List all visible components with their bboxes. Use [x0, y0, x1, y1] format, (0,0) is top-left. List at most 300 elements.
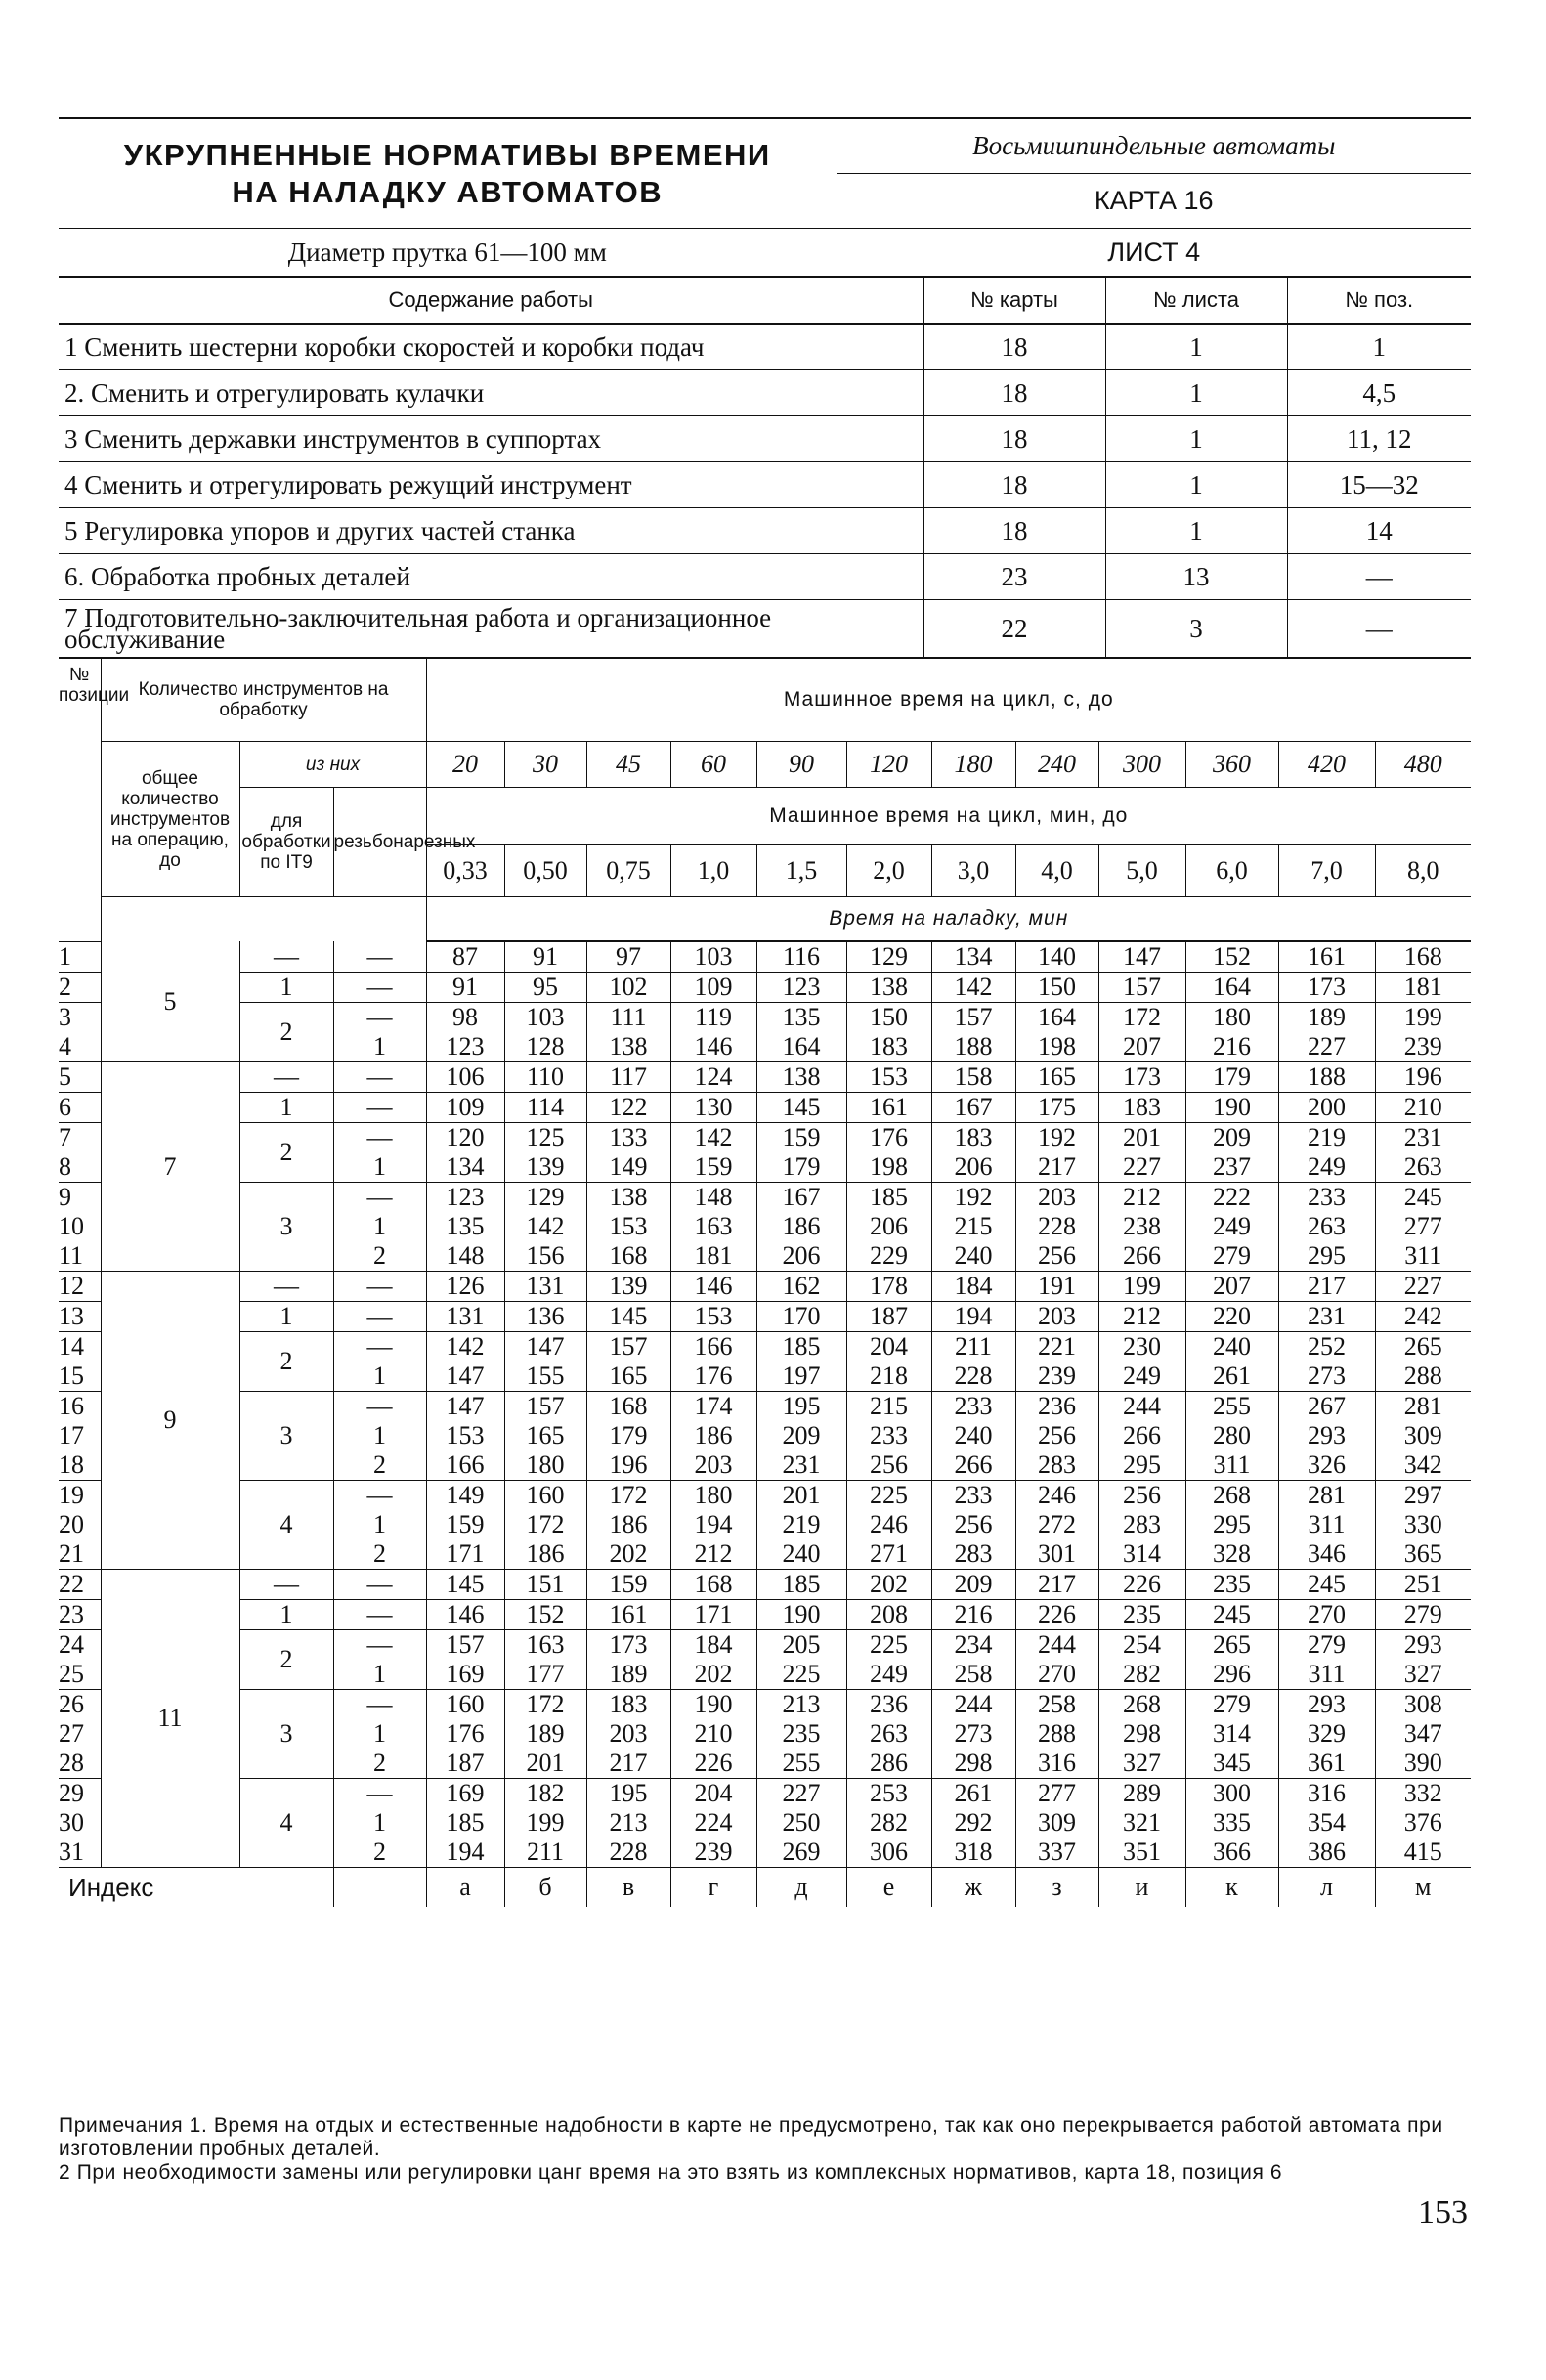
thread-count: —	[333, 1093, 426, 1123]
index-letter: и	[1098, 1868, 1185, 1908]
setup-time: 130	[670, 1093, 756, 1123]
setup-time: 134	[931, 941, 1015, 973]
it9-count: 2	[239, 1123, 333, 1183]
setup-time: 102	[586, 973, 670, 1003]
setup-time: 164	[756, 1032, 846, 1062]
setup-time: 131	[426, 1302, 504, 1332]
pos-number: 19	[59, 1481, 101, 1511]
index-letter: б	[504, 1868, 586, 1908]
it9-count: 3	[239, 1183, 333, 1272]
title-line-1: УКРУПНЕННЫЕ НОРМАТИВЫ ВРЕМЕНИ	[123, 137, 771, 172]
setup-time: 321	[1098, 1808, 1185, 1838]
setup-time: 213	[756, 1690, 846, 1720]
thread-count: 2	[333, 1539, 426, 1570]
setup-time: 189	[504, 1719, 586, 1749]
works-card: 18	[923, 508, 1105, 554]
setup-time: 189	[586, 1660, 670, 1690]
it9-count: 1	[239, 1600, 333, 1630]
setup-time: 311	[1185, 1450, 1278, 1481]
setup-time: 337	[1015, 1838, 1098, 1868]
setup-time: 233	[931, 1392, 1015, 1422]
thread-count: —	[333, 1272, 426, 1302]
setup-time: 147	[426, 1392, 504, 1422]
pos-number: 25	[59, 1660, 101, 1690]
norms-table	[59, 659, 1471, 1907]
thread-count: —	[333, 1062, 426, 1093]
sec-1: 30	[504, 742, 586, 788]
index-letter: д	[756, 1868, 846, 1908]
setup-time: 240	[756, 1539, 846, 1570]
setup-time: 301	[1015, 1539, 1098, 1570]
setup-time: 233	[1278, 1183, 1375, 1213]
min-3: 1,0	[670, 845, 756, 897]
setup-time: 159	[756, 1123, 846, 1153]
setup-time: 308	[1403, 1690, 1442, 1718]
sec-7: 240	[1015, 742, 1098, 788]
works-sheet: 1	[1105, 370, 1287, 416]
it9-count: —	[239, 1062, 333, 1093]
setup-time: 300	[1185, 1779, 1278, 1809]
setup-time: 188	[1278, 1062, 1375, 1093]
setup-time: 183	[931, 1123, 1015, 1153]
setup-time: 157	[931, 1003, 1015, 1033]
setup-time: 123	[426, 1032, 504, 1062]
setup-time: 190	[670, 1690, 756, 1720]
thread-count: —	[333, 1302, 426, 1332]
setup-time: 240	[1185, 1332, 1278, 1363]
setup-time: 235	[1098, 1600, 1185, 1630]
thread-count: —	[333, 1600, 426, 1630]
setup-time: 203	[586, 1719, 670, 1749]
min-2: 0,75	[586, 845, 670, 897]
it9-count: 2	[239, 1630, 333, 1690]
setup-time: 279	[1278, 1630, 1375, 1661]
setup-time: 286	[846, 1749, 931, 1779]
works-row	[59, 600, 1471, 659]
setup-time: 212	[1098, 1302, 1185, 1332]
it9-count: 2	[239, 1003, 333, 1062]
setup-time: 185	[846, 1183, 931, 1213]
setup-time: 129	[846, 941, 931, 973]
setup-time: 309	[1403, 1421, 1442, 1450]
setup-time: 119	[670, 1003, 756, 1033]
setup-time: 135	[426, 1212, 504, 1241]
works-col-content: Содержание работы	[59, 278, 923, 324]
setup-time: 332	[1403, 1779, 1442, 1807]
setup-time: 282	[1098, 1660, 1185, 1690]
setup-time: 166	[670, 1332, 756, 1363]
works-row	[59, 554, 1471, 600]
works-card: 18	[923, 370, 1105, 416]
setup-time: 180	[1185, 1003, 1278, 1033]
setup-time: 283	[1098, 1510, 1185, 1539]
setup-time: 142	[426, 1332, 504, 1363]
works-text: 2. Сменить и отрегулировать кулачки	[59, 370, 923, 416]
thread-count: —	[333, 1481, 426, 1511]
setup-time: 202	[586, 1539, 670, 1570]
works-row	[59, 416, 1471, 462]
works-col-pos: № поз.	[1287, 278, 1471, 324]
setup-time: 152	[504, 1600, 586, 1630]
setup-time: 181	[670, 1241, 756, 1272]
setup-time: 220	[1185, 1302, 1278, 1332]
setup-time: 281	[1278, 1481, 1375, 1511]
setup-time: 153	[586, 1212, 670, 1241]
setup-time: 235	[1185, 1570, 1278, 1600]
setup-time: 128	[504, 1032, 586, 1062]
setup-time: 245	[1185, 1600, 1278, 1630]
setup-time: 197	[756, 1362, 846, 1392]
setup-time: 199	[504, 1808, 586, 1838]
thread-count: —	[333, 1779, 426, 1809]
setup-time: 195	[586, 1779, 670, 1809]
setup-time: 187	[846, 1302, 931, 1332]
setup-time: 103	[504, 1003, 586, 1033]
setup-time: 185	[426, 1808, 504, 1838]
setup-time: 148	[426, 1241, 504, 1272]
pos-number: 27	[59, 1719, 101, 1749]
setup-time: 265	[1403, 1332, 1442, 1361]
setup-time: 145	[426, 1570, 504, 1600]
setup-time: 183	[846, 1032, 931, 1062]
min-9: 6,0	[1185, 845, 1278, 897]
setup-time: 207	[1098, 1032, 1185, 1062]
title-line-2: НА НАЛАДКУ АВТОМАТОВ	[232, 174, 664, 209]
setup-time: 211	[931, 1332, 1015, 1363]
setup-time: 125	[504, 1123, 586, 1153]
setup-time: 279	[1185, 1241, 1278, 1272]
setup-time: 177	[504, 1660, 586, 1690]
setup-time: 138	[756, 1062, 846, 1093]
setup-time: 159	[426, 1510, 504, 1539]
setup-time: 170	[756, 1302, 846, 1332]
index-blank	[333, 1868, 426, 1908]
setup-time: 316	[1015, 1749, 1098, 1779]
index-letter: м	[1415, 1873, 1432, 1901]
works-sheet: 3	[1105, 600, 1287, 659]
setup-time: 261	[1185, 1362, 1278, 1392]
setup-time: 256	[1098, 1481, 1185, 1511]
setup-time: 256	[846, 1450, 931, 1481]
setup-time: 114	[504, 1093, 586, 1123]
pos-number: 3	[59, 1003, 101, 1033]
it9-count: 2	[239, 1332, 333, 1392]
setup-time: 342	[1375, 1450, 1471, 1481]
setup-time: 265	[1185, 1630, 1278, 1661]
works-row	[59, 324, 1471, 370]
setup-time: 151	[504, 1570, 586, 1600]
setup-time: 282	[846, 1808, 931, 1838]
setup-time: 201	[756, 1481, 846, 1511]
setup-time: 178	[846, 1272, 931, 1302]
setup-time: 256	[1015, 1421, 1098, 1450]
pos-number: 9	[59, 1183, 101, 1213]
setup-time: 161	[846, 1093, 931, 1123]
it9-count: 4	[239, 1779, 333, 1868]
setup-time: 217	[1015, 1570, 1098, 1600]
table-row	[59, 1302, 1471, 1332]
setup-time: 157	[426, 1630, 504, 1661]
setup-time: 221	[1015, 1332, 1098, 1363]
works-card: 18	[923, 416, 1105, 462]
setup-time: 314	[1098, 1539, 1185, 1570]
setup-time: 146	[670, 1272, 756, 1302]
setup-time: 138	[846, 973, 931, 1003]
table-row	[59, 1600, 1471, 1630]
setup-time: 176	[670, 1362, 756, 1392]
setup-time: 298	[1098, 1719, 1185, 1749]
h-thread: резьбонарезных	[333, 788, 426, 897]
setup-time: 194	[670, 1510, 756, 1539]
table-row	[59, 1690, 1471, 1720]
setup-time: 131	[504, 1272, 586, 1302]
setup-time: 204	[670, 1779, 756, 1809]
setup-time: 228	[586, 1838, 670, 1868]
setup-time: 150	[846, 1003, 931, 1033]
setup-time: 227	[756, 1779, 846, 1809]
setup-time: 236	[846, 1690, 931, 1720]
setup-time: 168	[586, 1241, 670, 1272]
setup-time: 224	[670, 1808, 756, 1838]
setup-time: 98	[426, 1003, 504, 1033]
setup-time: 149	[586, 1152, 670, 1183]
setup-time: 160	[504, 1481, 586, 1511]
setup-time: 268	[1185, 1481, 1278, 1511]
total-count: 11	[101, 1570, 239, 1868]
setup-time: 97	[586, 941, 670, 973]
h-machine-sec: Машинное время на цикл, с, до	[426, 659, 1471, 742]
setup-time: 288	[1375, 1362, 1471, 1392]
setup-time: 176	[846, 1123, 931, 1153]
index-letter: а	[426, 1868, 504, 1908]
setup-time: 330	[1403, 1510, 1442, 1538]
setup-time: 109	[426, 1093, 504, 1123]
setup-time: 196	[586, 1450, 670, 1481]
setup-time: 182	[504, 1779, 586, 1809]
setup-time: 288	[1015, 1719, 1098, 1749]
pos-number: 14	[59, 1332, 101, 1363]
setup-time: 327	[1098, 1749, 1185, 1779]
setup-time: 346	[1278, 1539, 1375, 1570]
pos-number: 11	[59, 1241, 101, 1272]
setup-time: 149	[426, 1481, 504, 1511]
setup-time: 279	[1375, 1600, 1471, 1630]
setup-time: 266	[1098, 1241, 1185, 1272]
setup-time: 227	[1098, 1152, 1185, 1183]
setup-time: 254	[1098, 1630, 1185, 1661]
setup-time: 165	[504, 1421, 586, 1450]
setup-time: 187	[426, 1749, 504, 1779]
setup-time: 126	[426, 1272, 504, 1302]
setup-time: 176	[426, 1719, 504, 1749]
index-letter: з	[1015, 1868, 1098, 1908]
table-row	[59, 1062, 1471, 1093]
setup-time: 280	[1185, 1421, 1278, 1450]
page	[59, 117, 1471, 1907]
setup-time: 292	[931, 1808, 1015, 1838]
setup-time: 253	[846, 1779, 931, 1809]
index-label: Индекс	[59, 1868, 333, 1908]
setup-time: 142	[670, 1123, 756, 1153]
setup-time: 283	[931, 1539, 1015, 1570]
thread-count: —	[333, 941, 426, 973]
setup-time: 186	[670, 1421, 756, 1450]
setup-time: 153	[426, 1421, 504, 1450]
setup-time: 210	[670, 1719, 756, 1749]
setup-time: 168	[586, 1392, 670, 1422]
setup-time: 316	[1278, 1779, 1375, 1809]
pos-number: 8	[59, 1152, 101, 1183]
setup-time: 314	[1185, 1719, 1278, 1749]
setup-time: 311	[1278, 1660, 1375, 1690]
setup-time: 188	[931, 1032, 1015, 1062]
setup-time: 165	[1015, 1062, 1098, 1093]
setup-time: 168	[1375, 941, 1471, 973]
setup-time: 227	[1278, 1032, 1375, 1062]
pos-number: 2	[59, 973, 101, 1003]
setup-time: 179	[1185, 1062, 1278, 1093]
pos-number: 13	[59, 1302, 101, 1332]
it9-count: 3	[239, 1392, 333, 1481]
setup-time: 242	[1375, 1302, 1471, 1332]
works-card: 18	[923, 462, 1105, 508]
setup-time: 123	[756, 973, 846, 1003]
table-row	[59, 1332, 1471, 1363]
table-row	[59, 1481, 1471, 1511]
setup-time: 167	[931, 1093, 1015, 1123]
setup-time: 173	[586, 1630, 670, 1661]
setup-time: 365	[1375, 1539, 1471, 1570]
setup-time: 277	[1015, 1779, 1098, 1809]
pos-number: 15	[59, 1362, 101, 1392]
h-count: Количество инструментов на обработку	[101, 659, 426, 742]
setup-time: 122	[586, 1093, 670, 1123]
setup-time: 268	[1098, 1690, 1185, 1720]
setup-time: 251	[1375, 1570, 1471, 1600]
setup-time: 136	[504, 1302, 586, 1332]
index-letter: г	[670, 1868, 756, 1908]
setup-time: 198	[846, 1152, 931, 1183]
setup-time: 219	[1278, 1123, 1375, 1153]
setup-time: 179	[586, 1421, 670, 1450]
setup-time: 263	[846, 1719, 931, 1749]
setup-time: 281	[1403, 1392, 1442, 1420]
setup-time: 335	[1185, 1808, 1278, 1838]
setup-time: 106	[426, 1062, 504, 1093]
works-table	[59, 278, 1471, 659]
thread-count: 1	[333, 1421, 426, 1450]
min-8: 5,0	[1098, 845, 1185, 897]
setup-time: 172	[1098, 1003, 1185, 1033]
pos-number: 1	[59, 941, 101, 973]
setup-time: 148	[670, 1183, 756, 1213]
setup-time: 184	[670, 1630, 756, 1661]
setup-time: 228	[931, 1362, 1015, 1392]
setup-time: 116	[756, 941, 846, 973]
setup-time: 252	[1278, 1332, 1375, 1363]
setup-time: 192	[1015, 1123, 1098, 1153]
setup-time: 269	[756, 1838, 846, 1868]
works-sheet: 13	[1105, 554, 1287, 600]
setup-time: 273	[1278, 1362, 1375, 1392]
thread-count: 1	[333, 1032, 426, 1062]
works-sheet: 1	[1105, 462, 1287, 508]
thread-count: —	[333, 1630, 426, 1661]
table-row	[59, 1570, 1471, 1600]
works-col-card: № карты	[923, 278, 1105, 324]
setup-time: 351	[1098, 1838, 1185, 1868]
table-row	[59, 1123, 1471, 1153]
setup-time: 206	[756, 1241, 846, 1272]
setup-time: 150	[1015, 973, 1098, 1003]
setup-time: 326	[1278, 1450, 1375, 1481]
setup-time: 249	[1185, 1212, 1278, 1241]
setup-time: 133	[586, 1123, 670, 1153]
setup-time: 295	[1098, 1450, 1185, 1481]
setup-time: 270	[1278, 1600, 1375, 1630]
setup-time: 293	[1403, 1630, 1442, 1659]
setup-time: 256	[1015, 1241, 1098, 1272]
pos-number: 20	[59, 1510, 101, 1539]
pos-number: 17	[59, 1421, 101, 1450]
thread-count: —	[333, 973, 426, 1003]
works-text: 7 Подготовительно-заключительная работа и организационное обслуживание	[59, 600, 923, 659]
sec-6: 180	[931, 742, 1015, 788]
sec-10: 420	[1278, 742, 1375, 788]
setup-time: 218	[846, 1362, 931, 1392]
setup-time: 117	[586, 1062, 670, 1093]
setup-time: 327	[1375, 1660, 1471, 1690]
setup-time: 175	[1015, 1093, 1098, 1123]
setup-time: 250	[756, 1808, 846, 1838]
pos-number: 7	[59, 1123, 101, 1153]
setup-time: 87	[426, 941, 504, 973]
setup-time: 186	[504, 1539, 586, 1570]
works-row	[59, 508, 1471, 554]
setup-time: 249	[846, 1660, 931, 1690]
setup-time: 233	[931, 1481, 1015, 1511]
works-body	[59, 324, 1471, 658]
setup-time: 147	[426, 1362, 504, 1392]
setup-time: 361	[1278, 1749, 1375, 1779]
setup-time: 226	[670, 1749, 756, 1779]
setup-time: 173	[1278, 973, 1375, 1003]
setup-time: 198	[1015, 1032, 1098, 1062]
setup-time: 329	[1278, 1719, 1375, 1749]
thread-count: 2	[333, 1838, 426, 1868]
works-pos: —	[1287, 600, 1471, 659]
works-pos: 14	[1287, 508, 1471, 554]
setup-time: 173	[1098, 1062, 1185, 1093]
setup-time: 172	[504, 1690, 586, 1720]
pos-number: 16	[59, 1392, 101, 1422]
setup-time: 138	[586, 1032, 670, 1062]
machine-type: Восьмишпиндельные автоматы	[837, 118, 1471, 174]
table-row	[59, 1003, 1471, 1033]
works-sheet: 1	[1105, 324, 1287, 370]
setup-time: 231	[756, 1450, 846, 1481]
setup-time: 194	[426, 1838, 504, 1868]
setup-time: 208	[846, 1600, 931, 1630]
it9-count: —	[239, 1570, 333, 1600]
setup-time: 263	[1375, 1152, 1471, 1183]
setup-time: 212	[670, 1539, 756, 1570]
total-count: 9	[101, 1272, 239, 1570]
thread-count: 1	[333, 1212, 426, 1241]
pos-number: 23	[59, 1600, 101, 1630]
setup-time: 261	[931, 1779, 1015, 1809]
setup-time: 110	[504, 1062, 586, 1093]
